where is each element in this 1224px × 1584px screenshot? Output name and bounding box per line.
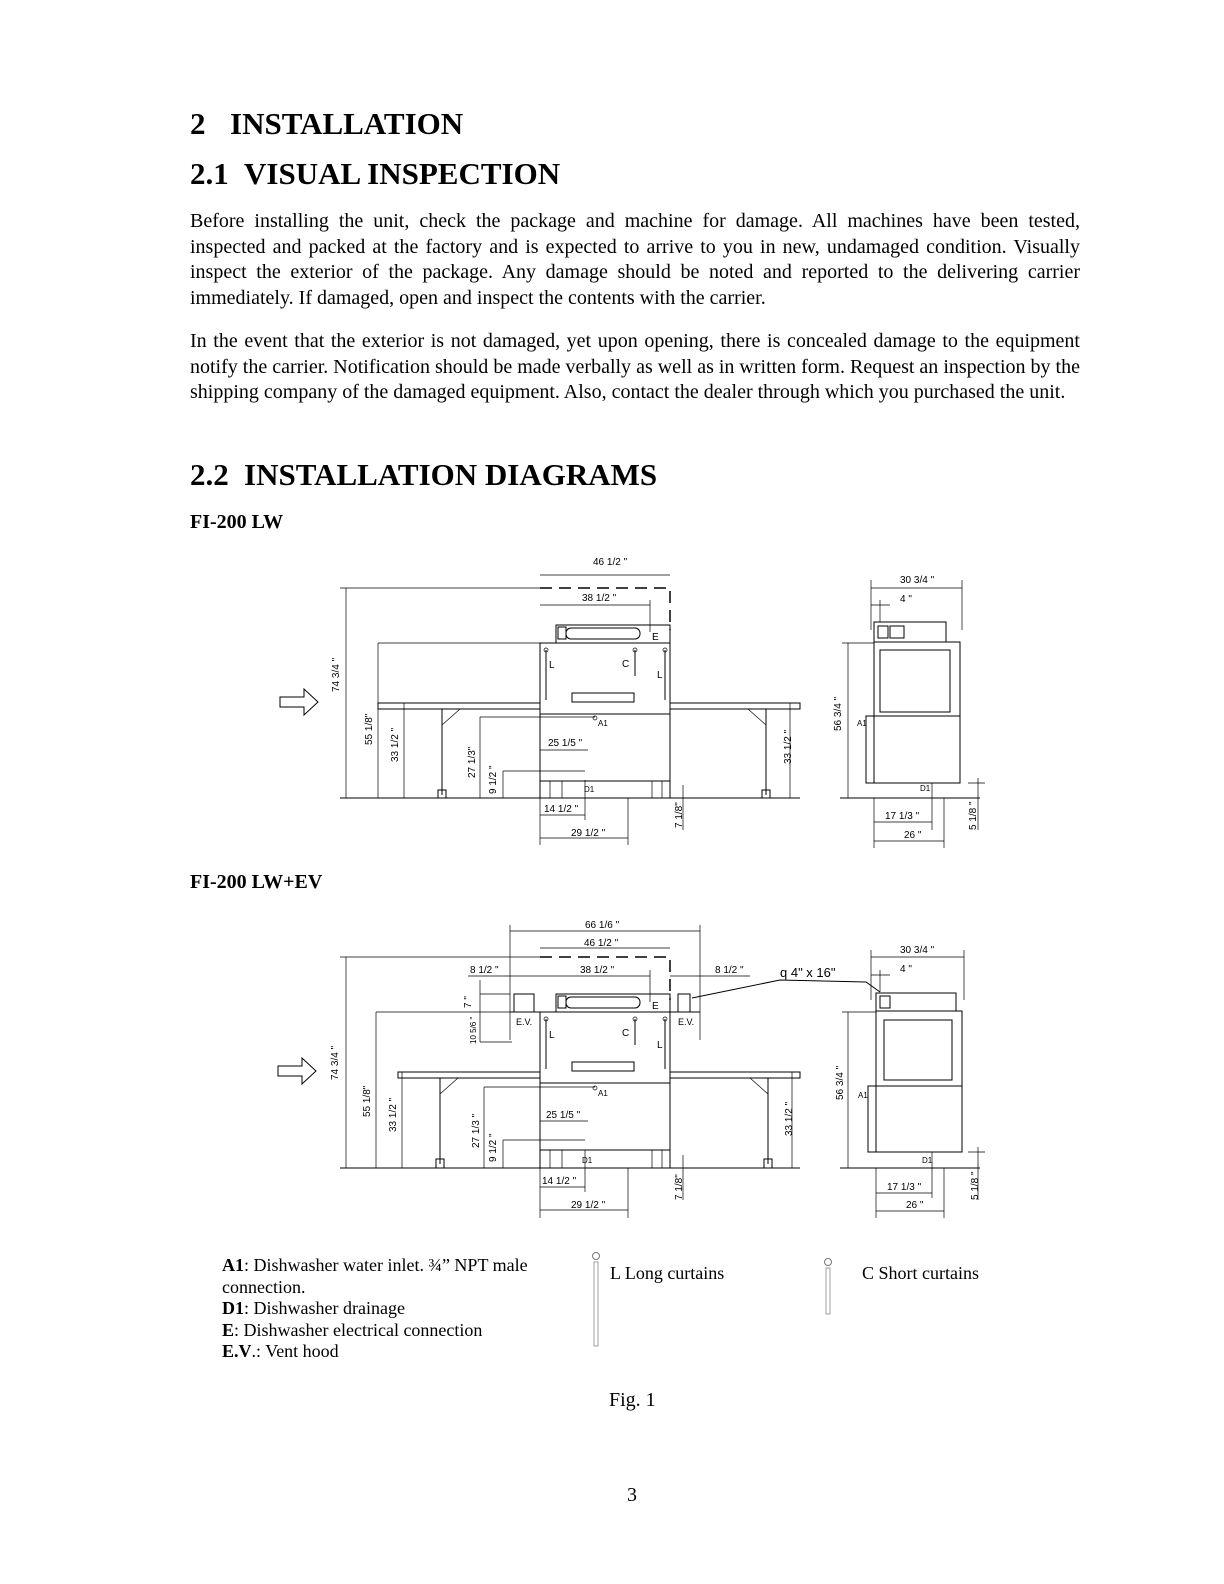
figure-caption: Fig. 1 [609,1389,656,1411]
legend [222,1255,572,1363]
dim-9: 9 1/2 " [488,1133,499,1162]
side-dim-5: 5 1/8 " [970,1171,981,1200]
side-dim-30: 30 3/4 " [900,575,935,586]
label-l-left: L [549,1030,555,1041]
side-dim-26: 26 " [904,830,922,841]
dim-27: 27 1/3" [467,746,478,778]
dim-8-left: 8 1/2 " [470,965,499,976]
dim-74: 74 3/4 " [330,1045,341,1080]
legend-ev: E.V.: Vent hood [222,1341,339,1361]
duct-label: q 4" x 16" [780,965,836,980]
dim-25: 25 1/5 " [546,1110,581,1121]
dim-27: 27 1/3 " [471,1113,482,1148]
label-e: E [652,1001,659,1012]
direction-arrow-icon [280,689,318,715]
long-curtains-label: L Long curtains [610,1263,725,1283]
side-label-a1: A1 [858,1091,868,1100]
side-dim-30: 30 3/4 " [900,945,935,956]
side-label-d1: D1 [920,784,931,793]
dim-46: 46 1/2 " [593,557,628,568]
label-a1: A1 [598,719,608,728]
legend-a1: A1: Dishwasher water inlet. ¾” NPT male connection. [222,1255,528,1297]
dim-33-left: 33 1/2 " [388,1097,399,1132]
dim-55: 55 1/8" [362,1085,373,1117]
side-label-d1: D1 [922,1156,933,1165]
label-l-right: L [657,1040,663,1051]
dim-38: 38 1/2 " [580,965,615,976]
diagram-fi-200-lw [0,545,1224,855]
label-d1: D1 [582,1156,593,1165]
section-heading: 2 INSTALLATION [190,106,464,141]
dim-10: 10 5/6 " [469,1016,478,1044]
dim-25: 25 1/5 " [548,738,583,749]
side-dim-56: 56 3/4 " [833,696,844,731]
dim-55: 55 1/8" [364,713,375,745]
dim-33-right: 33 1/2 " [783,729,794,764]
side-dim-5: 5 1/8 " [968,801,979,830]
short-curtains-label: C Short curtains [862,1263,979,1283]
dim-14: 14 1/2 " [544,804,579,815]
dim-14: 14 1/2 " [542,1176,577,1187]
dim-8-right: 8 1/2 " [715,965,744,976]
label-a1: A1 [598,1089,608,1098]
paragraph-concealed-damage: In the event that the exterior is not damaged, yet upon opening, there is concealed damage to the equipment notify the carrier. Notification should be made verbally as well as in written form. Request an inspection by the shipping company of the damaged equipment. Also, contact the dealer through which you purchased the unit. [190,330,1080,404]
label-c: C [622,659,630,670]
long-curtain-icon [590,1250,602,1350]
page-number: 3 [627,1484,637,1506]
paragraph-inspection: Before installing the unit, check the package and machine for damage. All machines have been tested, inspected and packed at the factory and is expected to arrive to you in new, undamaged condition. Visually inspect the exterior of the package. Any damage should be noted and reported to the delivering carrier immediately. If damaged, open and inspect the contents with the carrier. [190,210,1080,309]
side-dim-4: 4 " [900,594,912,605]
legend-e: E: Dishwasher electrical connection [222,1319,483,1340]
dim-7: 7 1/8" [674,802,685,828]
dim-29: 29 1/2 " [571,1200,606,1211]
side-label-a1: A1 [857,719,867,728]
label-e: E [652,632,659,643]
label-l-left: L [549,660,555,671]
model-label-lw: FI-200 LW [190,511,284,533]
dim-33-left: 33 1/2 " [390,727,401,762]
side-dim-4: 4 " [900,964,912,975]
legend-d1: D1: Dishwasher drainage [222,1298,405,1318]
direction-arrow-icon [278,1058,316,1084]
label-ev-right: E.V. [678,1017,695,1027]
side-dim-17: 17 1/3 " [885,811,920,822]
dim-7b: 7 1/8" [674,1174,685,1200]
label-c: C [622,1028,630,1039]
dim-66: 66 1/6 " [585,920,620,931]
diagram-fi-200-lw-ev [0,912,1224,1222]
dim-38: 38 1/2 " [582,593,617,604]
label-d1: D1 [584,785,595,794]
dim-7-vent: 7 " [463,996,474,1008]
label-l-right: L [657,670,663,681]
dim-29: 29 1/2 " [571,828,606,839]
side-dim-17: 17 1/3 " [887,1182,922,1193]
label-ev-left: E.V. [516,1017,533,1027]
short-curtain-icon [822,1256,834,1318]
installation-diagrams-heading: 2.2 INSTALLATION DIAGRAMS [190,457,658,492]
dim-9: 9 1/2 " [488,765,499,794]
dim-46: 46 1/2 " [584,938,619,949]
dim-74: 74 3/4 " [331,657,342,692]
dim-33-right: 33 1/2 " [784,1101,795,1136]
model-label-lw-ev: FI-200 LW+EV [190,871,323,893]
visual-inspection-heading: 2.1 VISUAL INSPECTION [190,156,561,191]
side-dim-56: 56 3/4 " [835,1065,846,1100]
side-dim-26: 26 " [906,1200,924,1211]
